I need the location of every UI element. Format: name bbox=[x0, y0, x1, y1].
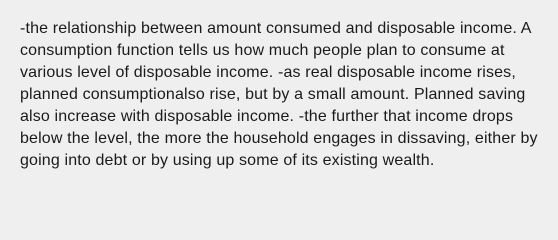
body-text: -the relationship between amount consumed and disposable income. A consumption function tells us how much people plan to consume at various level of disposable income. -as real disposable income rises, planned consumptionalso rise, but by a small amount. Planned saving also increase with disposable income. -the further that income drops below the level, the more the household engages in dissaving, either by going into debt or by using up some of its existing wealth. bbox=[20, 20, 538, 169]
